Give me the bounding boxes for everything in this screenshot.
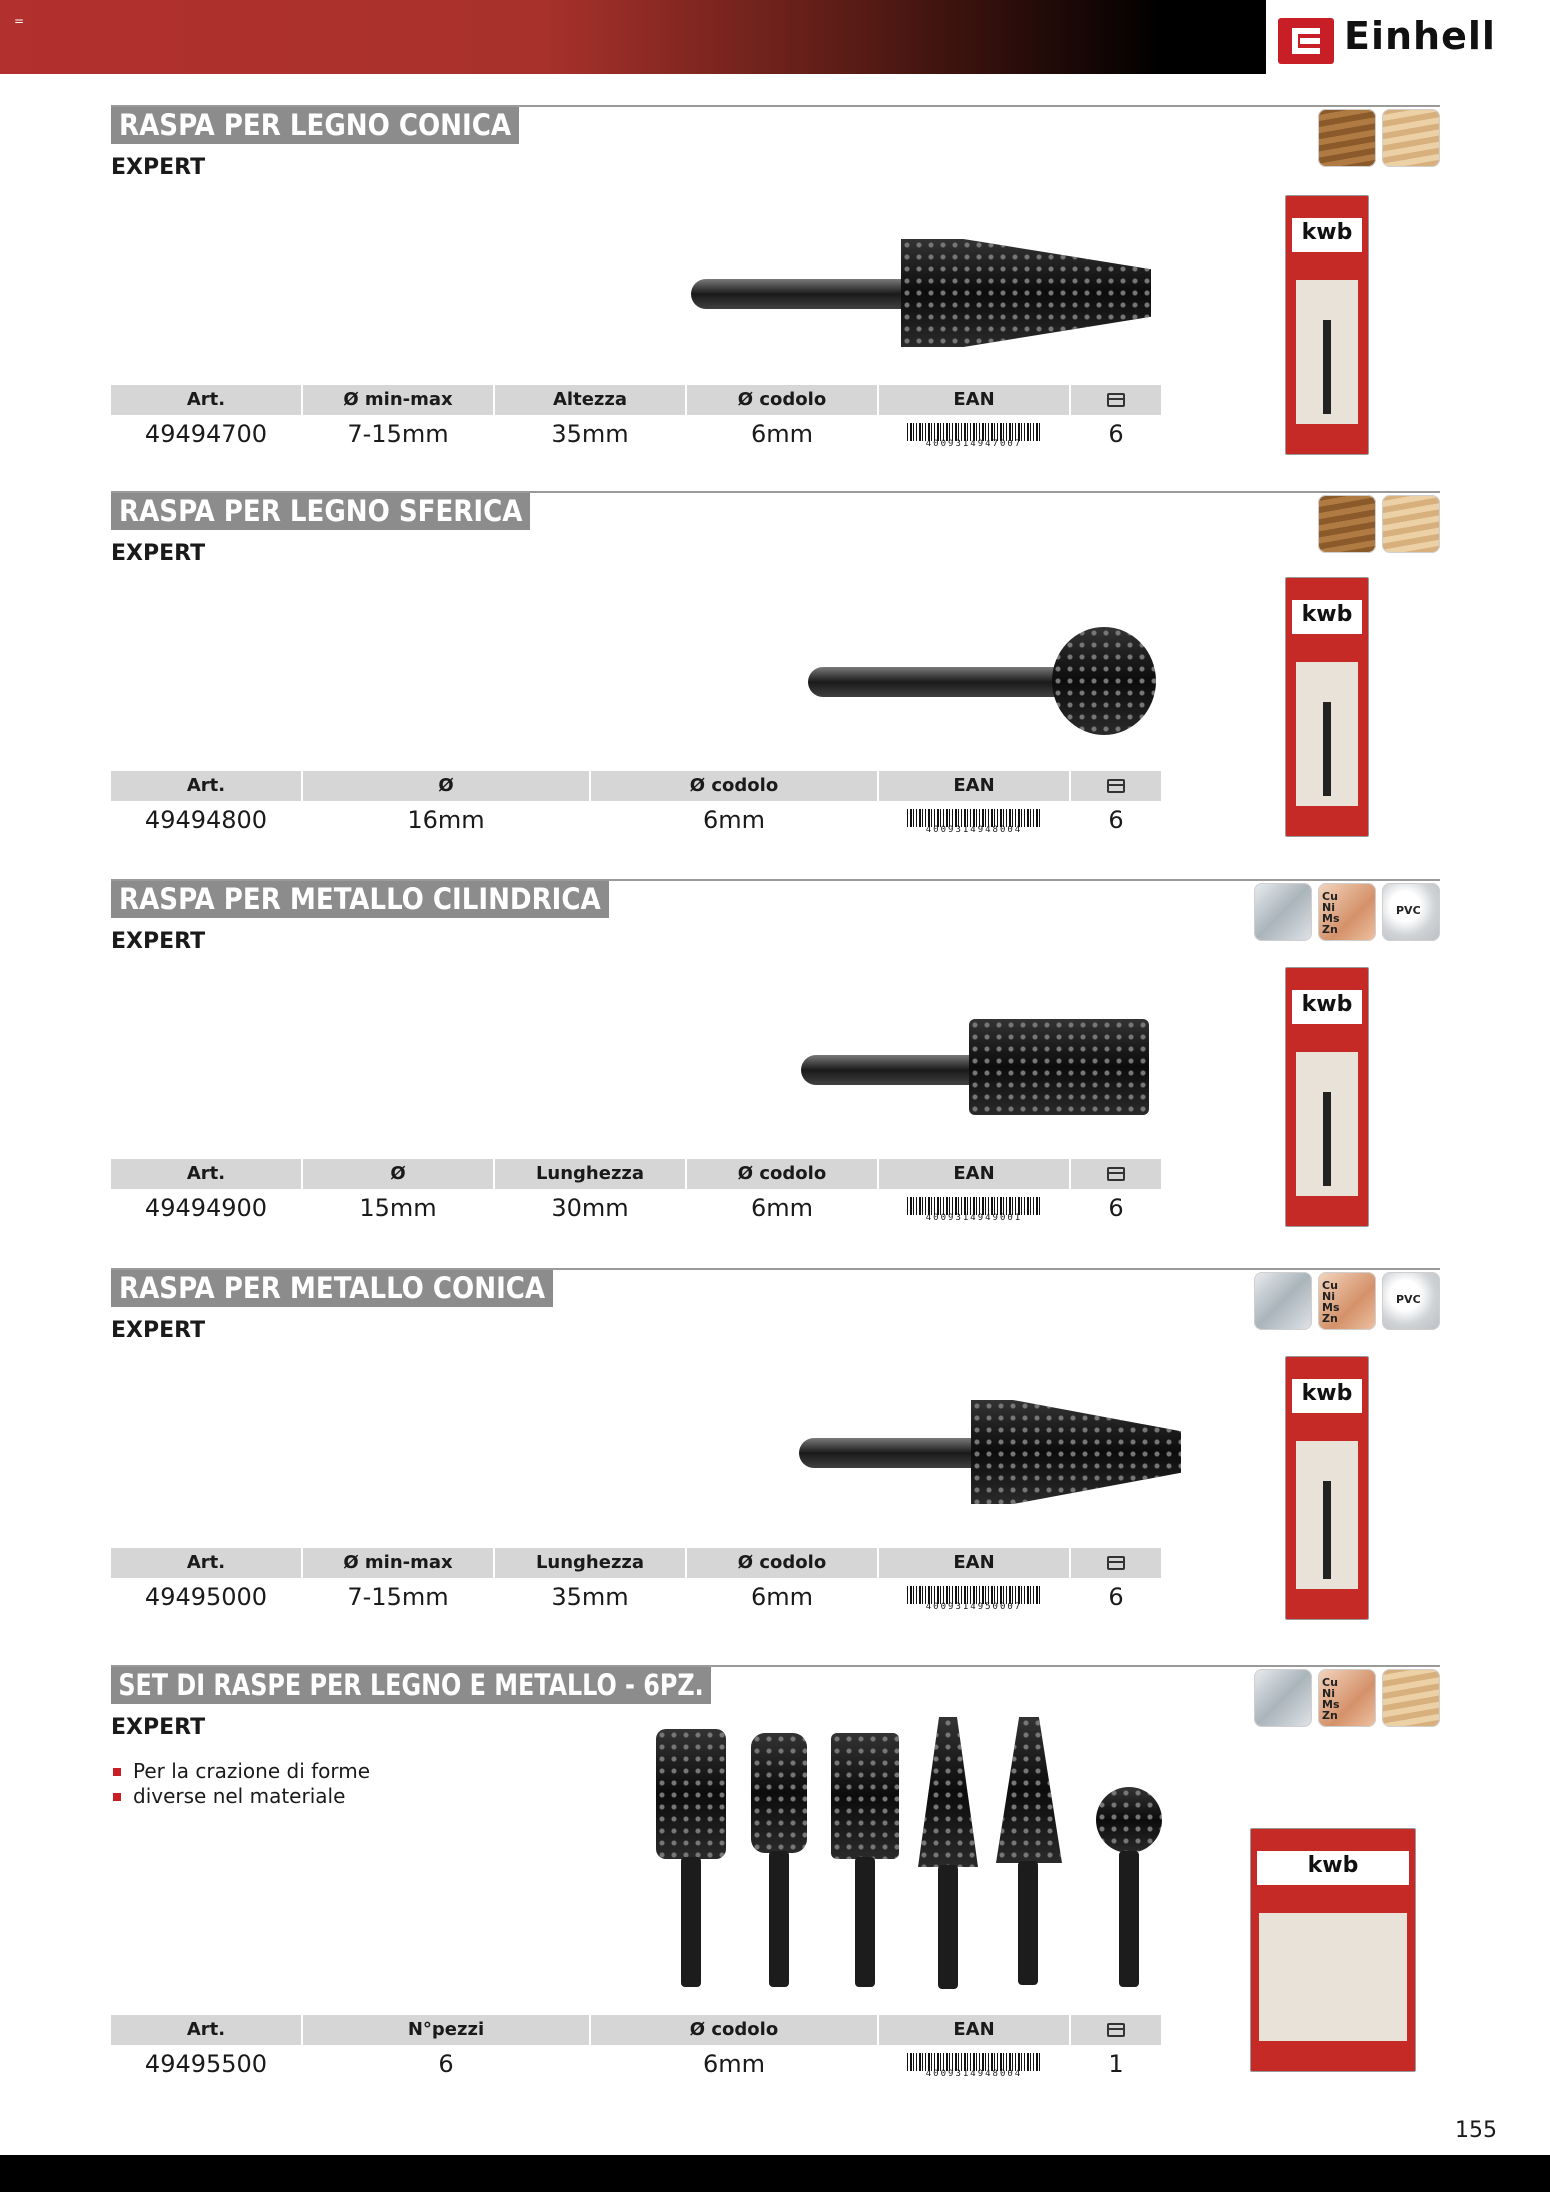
product-package — [1285, 195, 1369, 455]
column-header: Altezza — [495, 385, 685, 415]
article-number: 49494700 — [144, 420, 268, 448]
column-header: Ø codolo — [687, 1159, 877, 1189]
product-image — [799, 1398, 1199, 1508]
cell: 16mm — [407, 806, 485, 834]
package-qty: 6 — [1108, 420, 1124, 448]
product-package — [1250, 1828, 1416, 2072]
product-image — [808, 623, 1168, 743]
column-header: Art. — [111, 1548, 301, 1578]
column-header: Ø codolo — [591, 771, 877, 801]
section-title: RASPA PER METALLO CONICA — [111, 1270, 553, 1307]
article-number: 49495000 — [144, 1583, 268, 1611]
section-subtitle: EXPERT — [111, 1318, 206, 1343]
product-section-4 — [111, 1268, 1440, 1618]
feature-list — [111, 1759, 370, 1809]
wood-hard-icon — [1318, 495, 1376, 553]
cell: 6mm — [702, 2050, 766, 2078]
article-number: 49494800 — [144, 806, 268, 834]
section-subtitle: EXPERT — [111, 155, 206, 180]
ean-barcode: 4009314948004 — [907, 809, 1041, 835]
wood-soft-icon — [1382, 109, 1440, 167]
einhell-logo-icon — [1278, 18, 1334, 64]
column-header: N°pezzi — [303, 2015, 589, 2045]
product-package — [1285, 577, 1369, 837]
product-section-1 — [111, 105, 1440, 455]
package-brand: kwb — [1292, 218, 1362, 252]
column-header: Lunghezza — [495, 1548, 685, 1578]
section-subtitle: EXPERT — [111, 1715, 206, 1740]
product-section-3 — [111, 879, 1440, 1229]
column-header: EAN — [879, 2015, 1069, 2045]
steel-icon — [1254, 1272, 1312, 1330]
ean-barcode: 4009314947007 — [907, 423, 1041, 449]
product-section-2 — [111, 491, 1440, 841]
package-qty: 6 — [1108, 1194, 1124, 1222]
steel-icon — [1254, 883, 1312, 941]
brand-name: Einhell — [1344, 14, 1496, 58]
package-qty-header — [1071, 1548, 1161, 1578]
section-title: RASPA PER LEGNO SFERICA — [111, 493, 530, 530]
cell: 6mm — [702, 806, 766, 834]
section-title: RASPA PER LEGNO CONICA — [111, 107, 519, 144]
package-brand: kwb — [1292, 990, 1362, 1024]
wood-soft-icon — [1382, 495, 1440, 553]
column-header: Ø codolo — [687, 385, 877, 415]
box-icon — [1107, 1167, 1125, 1181]
cell: 35mm — [551, 1583, 629, 1611]
section-subtitle: EXPERT — [111, 541, 206, 566]
package-qty: 6 — [1108, 806, 1124, 834]
package-qty: 1 — [1108, 2050, 1124, 2078]
wood-hard-icon — [1318, 109, 1376, 167]
box-icon — [1107, 393, 1125, 407]
menu-icon[interactable]: = — [14, 14, 25, 28]
footer-bar — [0, 2155, 1550, 2192]
column-header: Art. — [111, 2015, 301, 2045]
column-header: Ø min-max — [303, 1548, 493, 1578]
package-qty: 6 — [1108, 1583, 1124, 1611]
cell: 35mm — [551, 420, 629, 448]
non-ferrous-icon: Cu Ni Ms Zn — [1318, 1272, 1376, 1330]
column-header: Art. — [111, 385, 301, 415]
cell: 6 — [438, 2050, 454, 2078]
ean-barcode: 4009314949001 — [907, 1197, 1041, 1223]
column-header: Ø codolo — [591, 2015, 877, 2045]
box-icon — [1107, 2023, 1125, 2037]
column-header: Ø codolo — [687, 1548, 877, 1578]
cell: 6mm — [750, 420, 814, 448]
product-image-set — [656, 1717, 1276, 1997]
product-image — [691, 235, 1171, 355]
box-icon — [1107, 779, 1125, 793]
product-image — [801, 1019, 1171, 1119]
ean-barcode: 4009314950007 — [907, 1586, 1041, 1612]
product-package — [1285, 1356, 1369, 1620]
article-number: 49495500 — [144, 2050, 268, 2078]
article-number: 49494900 — [144, 1194, 268, 1222]
pvc-icon: PVC — [1382, 1272, 1440, 1330]
package-brand: kwb — [1292, 1379, 1362, 1413]
page-number: 155 — [1455, 2118, 1497, 2143]
cell: 7-15mm — [347, 420, 449, 448]
column-header: EAN — [879, 1159, 1069, 1189]
cell: 6mm — [750, 1194, 814, 1222]
package-qty-header — [1071, 385, 1161, 415]
cell: 6mm — [750, 1583, 814, 1611]
column-header: EAN — [879, 1548, 1069, 1578]
box-icon — [1107, 1556, 1125, 1570]
package-brand: kwb — [1292, 600, 1362, 634]
cell: 30mm — [551, 1194, 629, 1222]
non-ferrous-icon: Cu Ni Ms Zn — [1318, 883, 1376, 941]
product-package — [1285, 967, 1369, 1227]
product-section-5 — [111, 1665, 1440, 2095]
wood-soft-icon — [1382, 1669, 1440, 1727]
column-header: EAN — [879, 771, 1069, 801]
column-header: Ø min-max — [303, 385, 493, 415]
column-header: EAN — [879, 385, 1069, 415]
brand-logo — [1266, 0, 1550, 78]
column-header: Art. — [111, 1159, 301, 1189]
cell: 15mm — [359, 1194, 437, 1222]
cell: 7-15mm — [347, 1583, 449, 1611]
column-header: Ø — [303, 771, 589, 801]
section-title: SET DI RASPE PER LEGNO E METALLO - 6PZ. — [111, 1667, 711, 1704]
package-brand: kwb — [1257, 1851, 1409, 1885]
package-qty-header — [1071, 1159, 1161, 1189]
non-ferrous-icon: Cu Ni Ms Zn — [1318, 1669, 1376, 1727]
pvc-icon: PVC — [1382, 883, 1440, 941]
section-title: RASPA PER METALLO CILINDRICA — [111, 881, 609, 918]
column-header: Ø — [303, 1159, 493, 1189]
column-header: Lunghezza — [495, 1159, 685, 1189]
list-item: diverse nel materiale — [111, 1784, 370, 1809]
section-subtitle: EXPERT — [111, 929, 206, 954]
list-item: Per la crazione di forme — [111, 1759, 370, 1784]
ean-barcode: 4009314948004 — [907, 2053, 1041, 2079]
column-header: Art. — [111, 771, 301, 801]
package-qty-header — [1071, 771, 1161, 801]
package-qty-header — [1071, 2015, 1161, 2045]
